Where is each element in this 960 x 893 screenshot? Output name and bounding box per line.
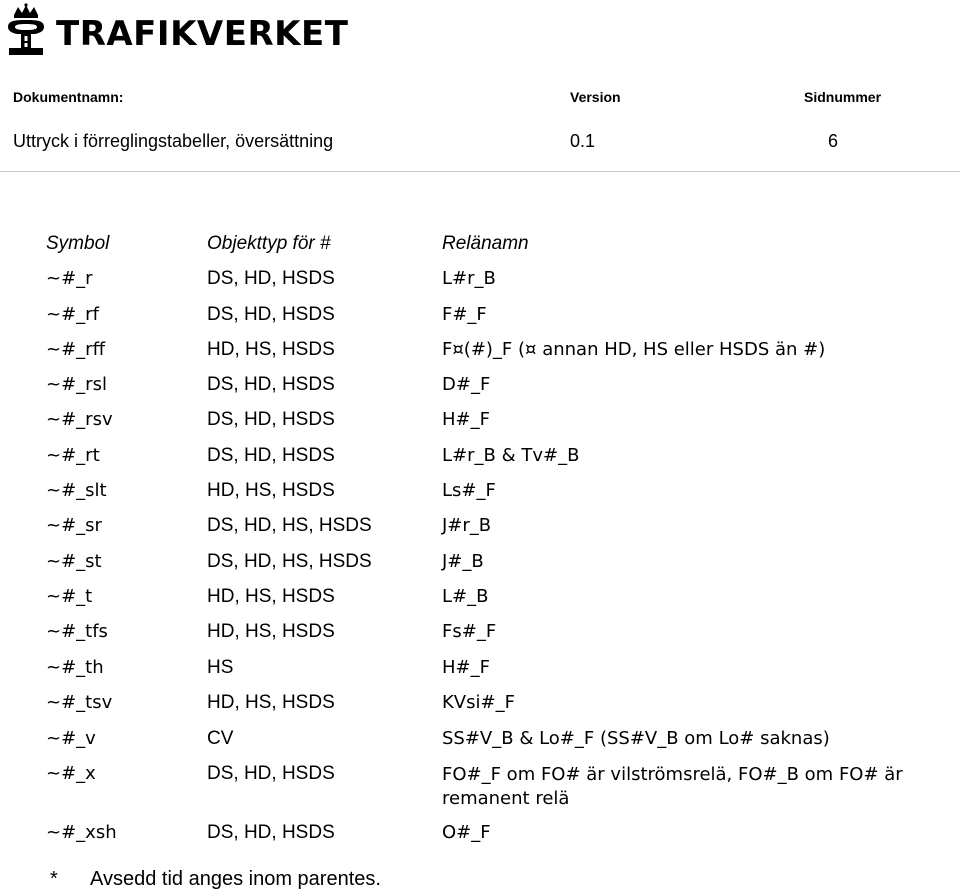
cell-objtype: DS, HD, HS, HSDS xyxy=(207,515,372,536)
cell-relay: J#_B xyxy=(442,551,484,572)
cell-symbol: ~#_st xyxy=(46,551,102,572)
cell-relay: D#_F xyxy=(442,374,491,395)
header-divider xyxy=(0,171,960,172)
cell-relay: L#_B xyxy=(442,586,489,607)
footnote-marker: * xyxy=(50,868,58,890)
cell-symbol: ~#_rt xyxy=(46,445,100,466)
header-objtype: Objekttyp för # xyxy=(207,233,331,254)
cell-symbol: ~#_x xyxy=(46,763,96,784)
cell-relay: Fs#_F xyxy=(442,621,497,642)
cell-objtype: HD, HS, HSDS xyxy=(207,586,335,607)
header-relay: Relänamn xyxy=(442,233,529,254)
cell-objtype: HD, HS, HSDS xyxy=(207,692,335,713)
cell-relay: Ls#_F xyxy=(442,480,496,501)
cell-objtype: DS, HD, HSDS xyxy=(207,763,335,784)
cell-objtype: DS, HD, HSDS xyxy=(207,445,335,466)
page-number-value: 6 xyxy=(828,131,839,151)
footnote xyxy=(50,868,381,891)
cell-relay: F¤(#)_F (¤ annan HD, HS eller HSDS än #) xyxy=(442,339,826,360)
version-label: Version xyxy=(570,89,621,105)
trafikverket-logo xyxy=(4,2,348,60)
crown-emblem-icon xyxy=(4,3,48,59)
cell-relay: F#_F xyxy=(442,304,487,325)
cell-symbol: ~#_tfs xyxy=(46,621,108,642)
cell-relay: SS#V_B & Lo#_F (SS#V_B om Lo# saknas) xyxy=(442,728,830,749)
cell-symbol: ~#_slt xyxy=(46,480,107,501)
cell-objtype: DS, HD, HSDS xyxy=(207,268,335,289)
cell-symbol: ~#_sr xyxy=(46,515,102,536)
doc-name-label: Dokumentnamn: xyxy=(13,89,124,105)
cell-objtype: CV xyxy=(207,728,234,749)
cell-objtype: HD, HS, HSDS xyxy=(207,339,335,360)
cell-symbol: ~#_t xyxy=(46,586,93,607)
doc-name-value: Uttryck i förreglingstabeller, översättning xyxy=(13,131,334,151)
cell-relay: L#r_B xyxy=(442,268,496,289)
cell-symbol: ~#_r xyxy=(46,268,93,289)
cell-symbol: ~#_rf xyxy=(46,304,99,325)
cell-relay: FO#_F om FO# är vilströmsrelä, FO#_B om FO# är remanent relä xyxy=(442,764,903,809)
logo-wordmark: TRAFIKVERKET xyxy=(56,14,349,54)
cell-objtype: HS xyxy=(207,657,234,678)
footnote-text: Avsedd tid anges inom parentes. xyxy=(90,868,381,890)
cell-symbol: ~#_v xyxy=(46,728,96,749)
cell-objtype: HD, HS, HSDS xyxy=(207,621,335,642)
cell-symbol: ~#_tsv xyxy=(46,692,113,713)
cell-symbol: ~#_th xyxy=(46,657,104,678)
cell-objtype: DS, HD, HSDS xyxy=(207,409,335,430)
cell-relay: J#r_B xyxy=(442,515,492,536)
cell-objtype: DS, HD, HSDS xyxy=(207,822,335,843)
cell-relay: KVsi#_F xyxy=(442,692,515,713)
cell-symbol: ~#_rsl xyxy=(46,374,107,395)
page-number-label: Sidnummer xyxy=(804,89,882,105)
cell-objtype: DS, HD, HSDS xyxy=(207,304,335,325)
cell-relay: L#r_B & Tv#_B xyxy=(442,445,580,466)
cell-objtype: DS, HD, HS, HSDS xyxy=(207,551,372,572)
header-symbol: Symbol xyxy=(46,233,110,254)
cell-relay: H#_F xyxy=(442,409,490,430)
cell-relay: H#_F xyxy=(442,657,490,678)
version-value: 0.1 xyxy=(570,131,596,151)
cell-objtype: HD, HS, HSDS xyxy=(207,480,335,501)
cell-objtype: DS, HD, HSDS xyxy=(207,374,335,395)
cell-symbol: ~#_rff xyxy=(46,339,105,360)
cell-symbol: ~#_xsh xyxy=(46,822,117,843)
cell-symbol: ~#_rsv xyxy=(46,409,113,430)
cell-relay: O#_F xyxy=(442,822,491,843)
